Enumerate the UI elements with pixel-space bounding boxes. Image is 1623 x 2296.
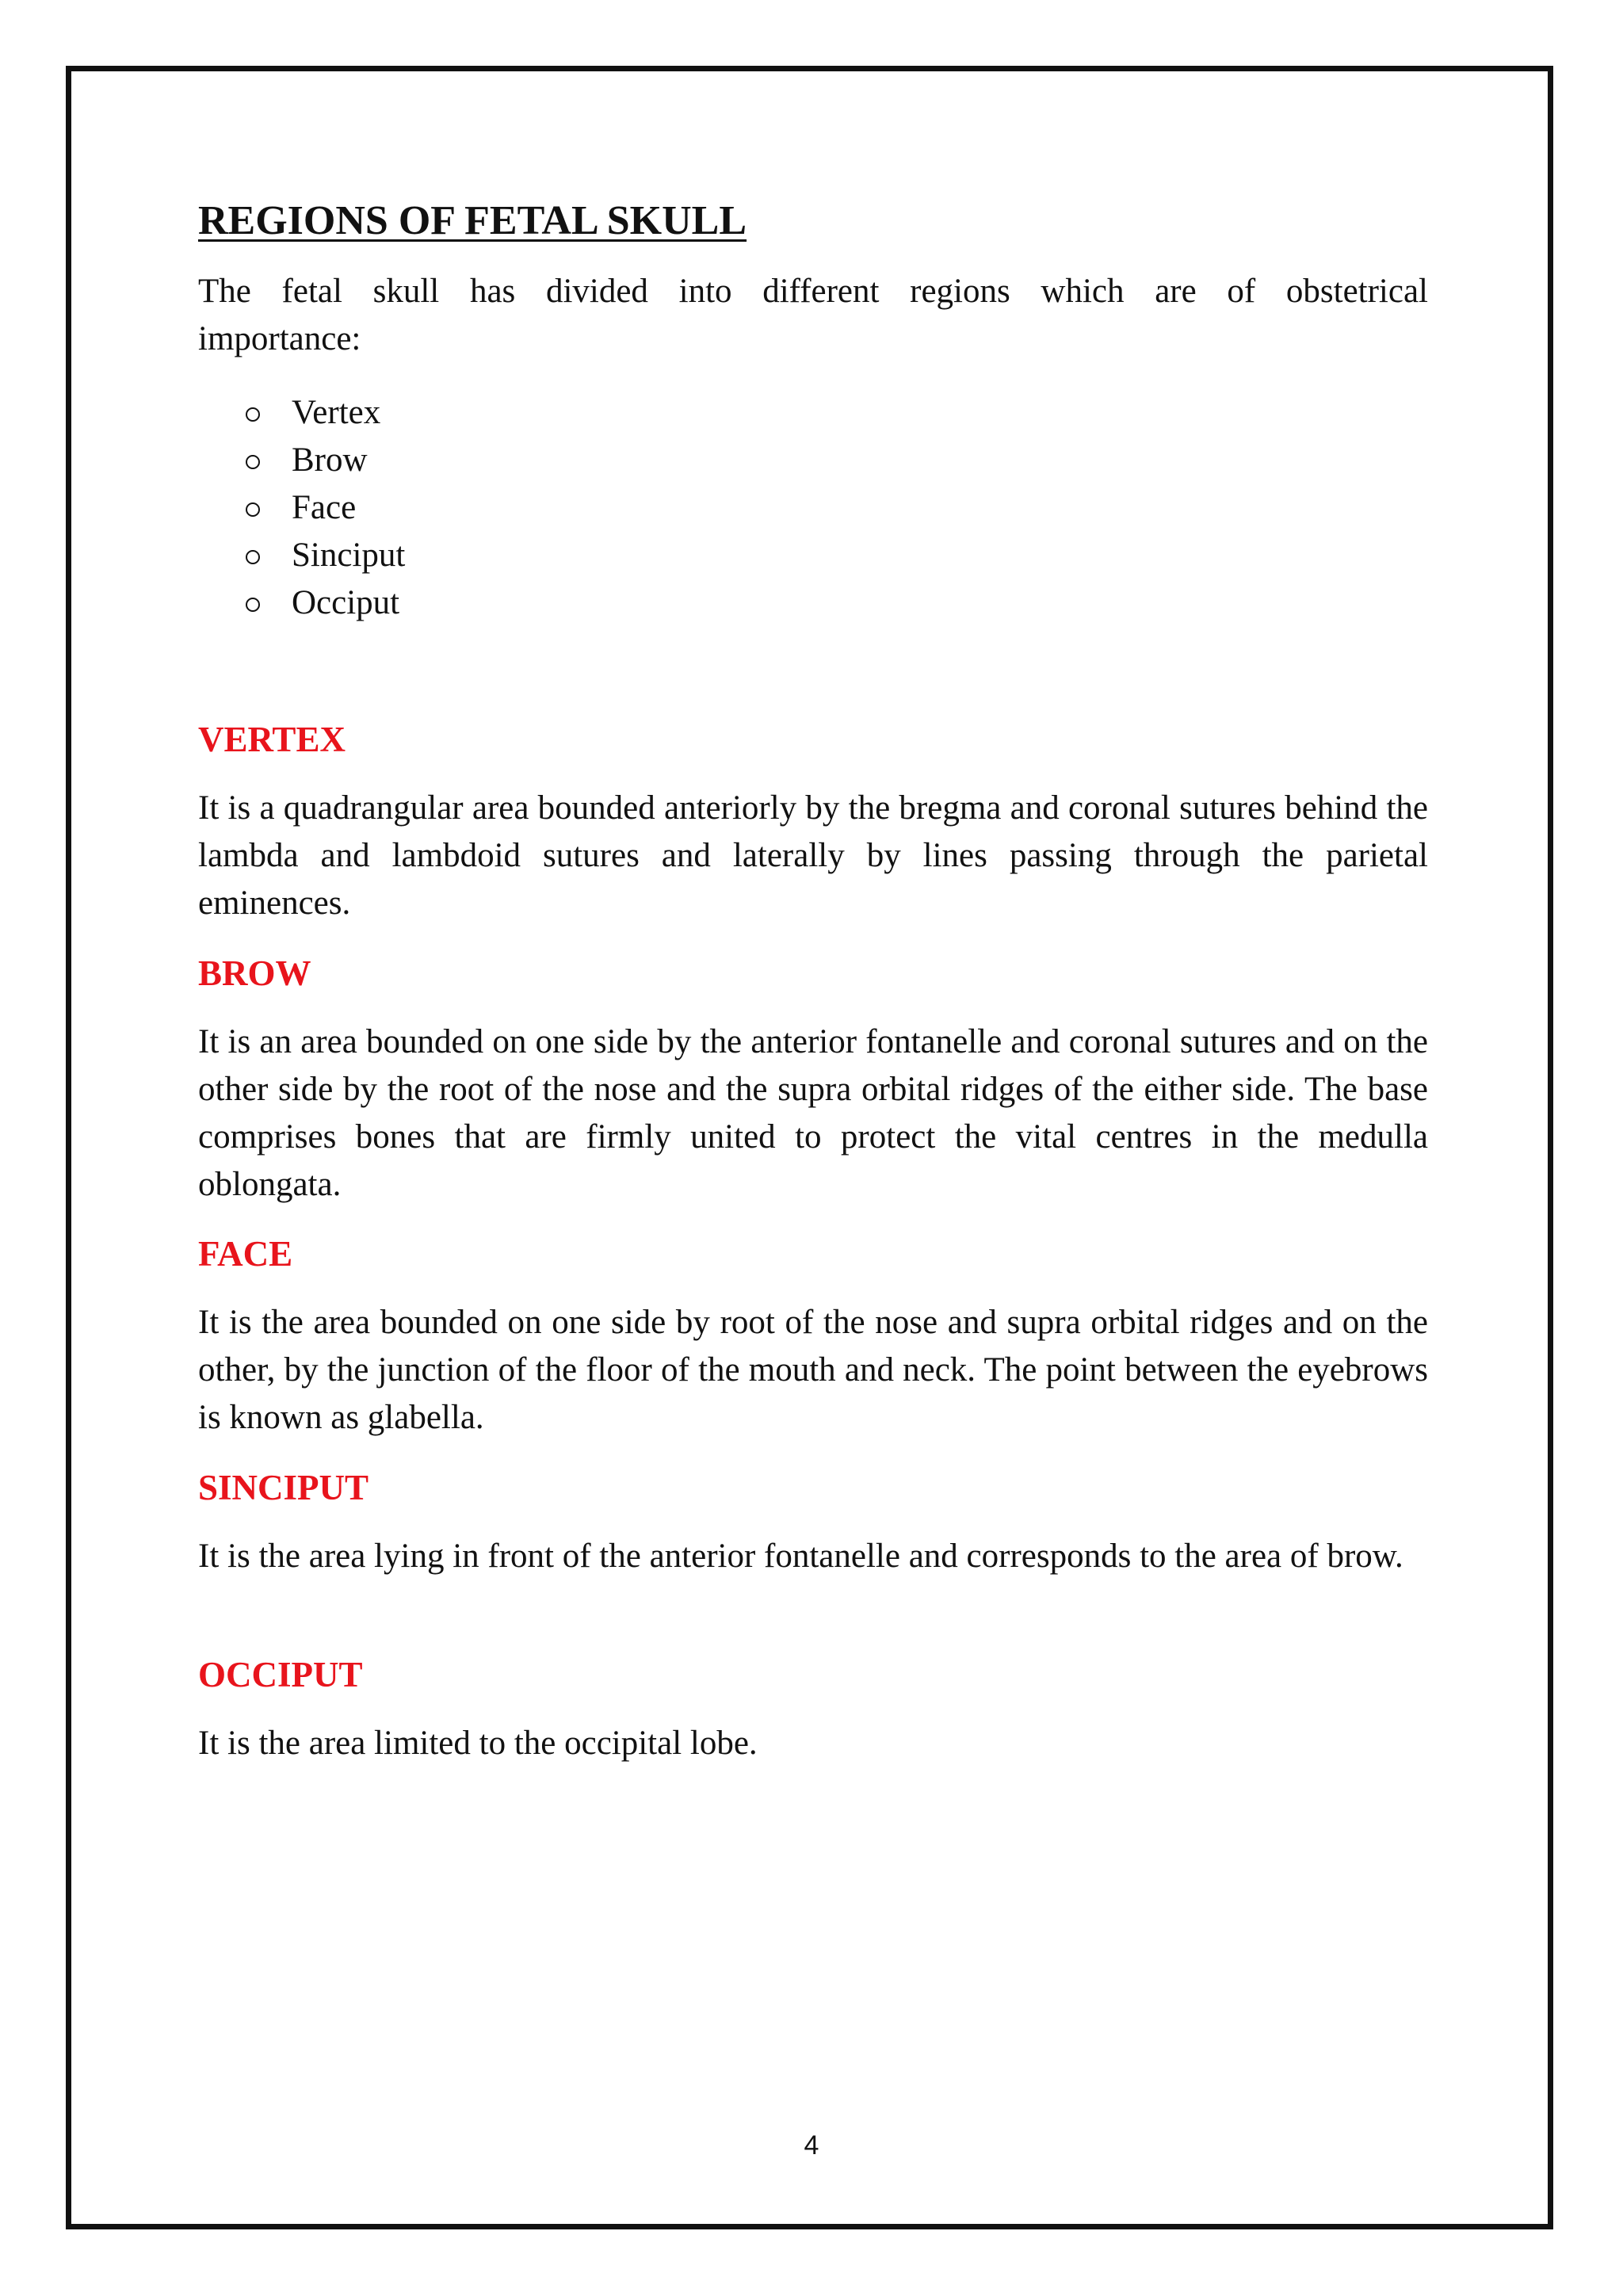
circle-bullet-icon xyxy=(246,407,260,422)
page-title: REGIONS OF FETAL SKULL xyxy=(198,198,747,243)
regions-list xyxy=(246,388,405,626)
list-item xyxy=(246,531,405,579)
list-item xyxy=(246,483,405,531)
section-body-vertex: It is a quadrangular area bounded anteriorly by the bregma and coronal sutures behind the lambda and lambdoid sutures and laterally by lines passing through the parietal eminences. xyxy=(198,789,1428,922)
section-body-brow: It is an area bounded on one side by the anterior fontanelle and coronal sutures and on the other side by the root of the nose and the supra orbital ridges of the either side. The base comprises bones that are firmly united to protect the vital centres in the medulla oblongata. xyxy=(198,1023,1428,1203)
list-item xyxy=(246,388,405,436)
section-heading-vertex: VERTEX xyxy=(198,720,346,759)
circle-bullet-icon xyxy=(246,455,260,469)
list-item xyxy=(246,579,405,626)
list-item xyxy=(246,436,405,483)
section-body-sinciput: It is the area lying in front of the anterior fontanelle and corresponds to the area of brow. xyxy=(198,1538,1403,1575)
list-item-label: Brow xyxy=(292,441,368,479)
section-heading-face: FACE xyxy=(198,1234,293,1274)
section-heading-sinciput: SINCIPUT xyxy=(198,1468,369,1507)
circle-bullet-icon xyxy=(246,550,260,564)
list-item-label: Face xyxy=(292,488,357,526)
circle-bullet-icon xyxy=(246,502,260,517)
section-body-face: It is the area bounded on one side by root of the nose and supra orbital ridges and on the other, by the junction of the floor of the mouth and neck. The point between the eyebrows is known as glabella. xyxy=(198,1304,1428,1436)
section-heading-occiput: OCCIPUT xyxy=(198,1655,363,1694)
list-item-label: Sinciput xyxy=(292,536,406,574)
intro-paragraph: The fetal skull has divided into different regions which are of obstetrical importance: xyxy=(198,273,1428,357)
circle-bullet-icon xyxy=(246,598,260,612)
list-item-label: Vertex xyxy=(292,393,381,431)
section-body-occiput: It is the area limited to the occipital lobe. xyxy=(198,1725,758,1762)
list-item-label: Occiput xyxy=(292,583,400,621)
page-number: 4 xyxy=(804,2130,819,2160)
section-heading-brow: BROW xyxy=(198,953,311,993)
